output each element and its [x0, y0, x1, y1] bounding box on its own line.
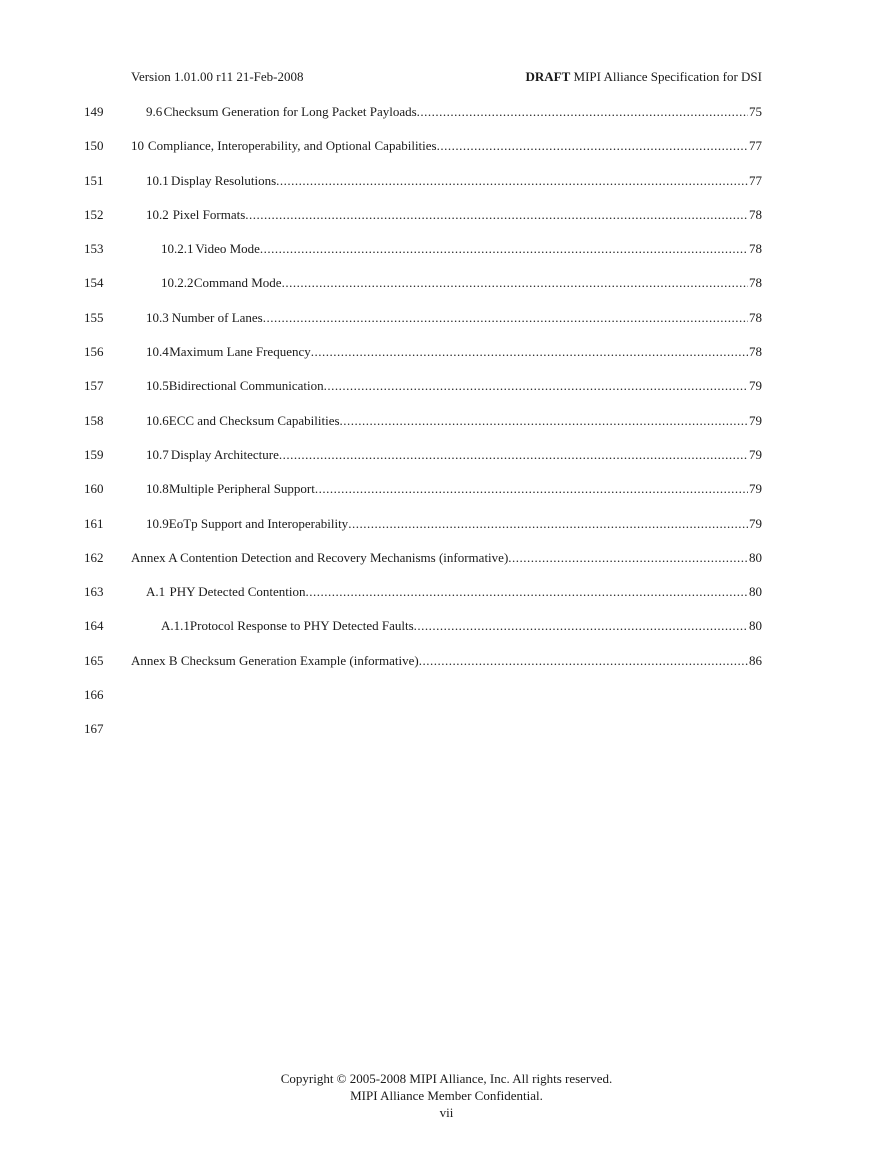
toc-entry[interactable] — [131, 138, 762, 154]
dot-leader — [324, 378, 748, 394]
toc-entry[interactable] — [131, 550, 762, 566]
page-folio: vii — [439, 1105, 454, 1120]
toc-line — [0, 378, 893, 412]
page-number: 78 — [749, 206, 762, 222]
dot-leader — [311, 344, 748, 360]
section-title: Pixel Formats — [172, 206, 246, 222]
dot-leader — [245, 207, 748, 223]
toc-line — [0, 138, 893, 172]
line-number: 158 — [84, 412, 104, 428]
section-title: Command Mode — [193, 275, 282, 291]
toc-line — [0, 344, 893, 378]
section-number: 9.6 — [146, 104, 163, 119]
line-number: 157 — [84, 378, 104, 394]
dot-leader — [282, 275, 748, 291]
version-label: Version 1.01.00 r11 21-Feb-2008 — [131, 69, 304, 84]
dot-leader — [419, 653, 748, 669]
dot-leader — [276, 173, 748, 189]
page-number: 86 — [749, 652, 762, 668]
line-number: 166 — [84, 687, 104, 703]
section-number: 10.5 — [146, 378, 169, 394]
toc-line — [0, 584, 893, 618]
toc-line — [0, 173, 893, 207]
toc-line — [0, 413, 893, 447]
confidential-notice: MIPI Alliance Member Confidential. — [350, 1088, 543, 1103]
toc-entry[interactable] — [146, 344, 762, 360]
page-number: 80 — [749, 549, 762, 565]
toc-entry[interactable] — [146, 516, 762, 532]
section-number: 10.1 — [146, 172, 169, 188]
section-title: Maximum Lane Frequency — [169, 344, 311, 360]
section-number: 10.2 — [146, 206, 169, 222]
toc-line — [0, 207, 893, 241]
dot-leader — [348, 516, 748, 532]
line-number: 155 — [84, 309, 104, 325]
section-title: EoTp Support and Interoperability — [168, 515, 349, 531]
dot-leader — [340, 413, 748, 429]
section-number: 10 — [131, 138, 144, 154]
section-title: Protocol Response to PHY Detected Faults — [189, 618, 414, 634]
page-number: 79 — [749, 515, 762, 531]
toc-line — [0, 516, 893, 550]
section-number: 10.8 — [146, 481, 169, 497]
toc-entry[interactable] — [146, 584, 762, 600]
dot-leader — [417, 104, 748, 120]
page-header — [131, 69, 762, 87]
toc-entry[interactable] — [146, 173, 762, 189]
section-number: 10.7 — [146, 446, 169, 462]
toc-line — [0, 310, 893, 344]
section-title: Annex A Contention Detection and Recovery Mechanisms (informative) — [131, 549, 509, 565]
dot-leader — [508, 550, 748, 566]
dot-leader — [305, 584, 748, 600]
page-number: 78 — [749, 344, 762, 360]
line-number: 160 — [84, 481, 104, 497]
section-title: PHY Detected Contention — [169, 584, 306, 600]
toc-line — [0, 447, 893, 481]
section-number: A.1.1 — [161, 618, 190, 634]
line-number: 161 — [84, 515, 104, 531]
section-title: Annex B Checksum Generation Example (informative) — [131, 652, 419, 668]
copyright-notice: Copyright © 2005-2008 MIPI Alliance, Inc. All rights reserved. — [280, 1071, 613, 1086]
toc-line — [0, 481, 893, 515]
line-number: 150 — [84, 138, 104, 154]
section-number: 10.4 — [146, 344, 169, 360]
toc-line — [0, 618, 893, 652]
dot-leader — [437, 138, 748, 154]
section-title: Compliance, Interoperability, and Optional Capabilities — [147, 138, 437, 154]
section-number: 10.9 — [146, 515, 169, 531]
page-number: 79 — [749, 446, 762, 462]
line-number: 154 — [84, 275, 104, 291]
page-number: 77 — [749, 172, 762, 188]
toc-entry[interactable] — [146, 413, 762, 429]
line-number: 165 — [84, 652, 104, 668]
toc-entry[interactable] — [146, 310, 762, 326]
section-title: ECC and Checksum Capabilities — [168, 412, 340, 428]
toc-line — [0, 104, 893, 138]
line-number: 167 — [84, 721, 104, 737]
page-number: 80 — [749, 584, 762, 600]
toc-entry[interactable] — [146, 378, 762, 394]
section-number: A.1 — [146, 584, 166, 600]
table-of-contents — [0, 104, 893, 756]
spec-title-text: MIPI Alliance Specification for DSI — [573, 69, 762, 84]
page-number: 75 — [749, 104, 762, 119]
page-number: 78 — [749, 309, 762, 325]
page-number: 79 — [749, 412, 762, 428]
section-title: Multiple Peripheral Support — [169, 481, 315, 497]
section-title: Number of Lanes — [171, 309, 263, 325]
toc-line — [0, 550, 893, 584]
section-title: Display Architecture — [170, 446, 279, 462]
line-number: 162 — [84, 549, 104, 565]
line-number: 159 — [84, 446, 104, 462]
section-title: Checksum Generation for Long Packet Payloads — [163, 104, 417, 119]
dot-leader — [263, 310, 748, 326]
page-footer — [0, 1070, 893, 1121]
toc-entry[interactable] — [161, 241, 762, 257]
toc-entry[interactable] — [146, 481, 762, 497]
page-number: 79 — [749, 481, 762, 497]
dot-leader — [279, 447, 748, 463]
page-number: 77 — [749, 138, 762, 154]
page-number: 79 — [749, 378, 762, 394]
line-number: 163 — [84, 584, 104, 600]
line-number: 149 — [84, 104, 104, 119]
toc-line — [0, 241, 893, 275]
page-number: 78 — [749, 275, 762, 291]
toc-entry[interactable] — [131, 653, 762, 669]
draft-label: DRAFT — [525, 69, 571, 84]
section-number: 10.6 — [146, 412, 169, 428]
page-number: 80 — [749, 618, 762, 634]
toc-line — [0, 721, 893, 755]
line-number: 152 — [84, 206, 104, 222]
spec-title — [526, 69, 763, 85]
line-number: 153 — [84, 241, 104, 257]
toc-entry[interactable] — [161, 618, 762, 634]
section-number: 10.2.1 — [161, 241, 194, 257]
section-number: 10.3 — [146, 309, 169, 325]
toc-entry[interactable] — [161, 275, 762, 291]
line-number: 156 — [84, 344, 104, 360]
toc-entry[interactable] — [146, 104, 762, 120]
section-title: Bidirectional Communication — [168, 378, 324, 394]
toc-line — [0, 653, 893, 687]
dot-leader — [260, 241, 748, 257]
dot-leader — [414, 618, 748, 634]
dot-leader — [315, 481, 748, 497]
toc-line — [0, 687, 893, 721]
section-title: Video Mode — [195, 241, 260, 257]
page-number: 78 — [749, 241, 762, 257]
section-number: 10.2.2 — [161, 275, 194, 291]
toc-entry[interactable] — [146, 207, 762, 223]
toc-line — [0, 275, 893, 309]
line-number: 151 — [84, 172, 104, 188]
line-number: 164 — [84, 618, 104, 634]
section-title: Display Resolutions — [171, 172, 277, 188]
toc-entry[interactable] — [146, 447, 762, 463]
